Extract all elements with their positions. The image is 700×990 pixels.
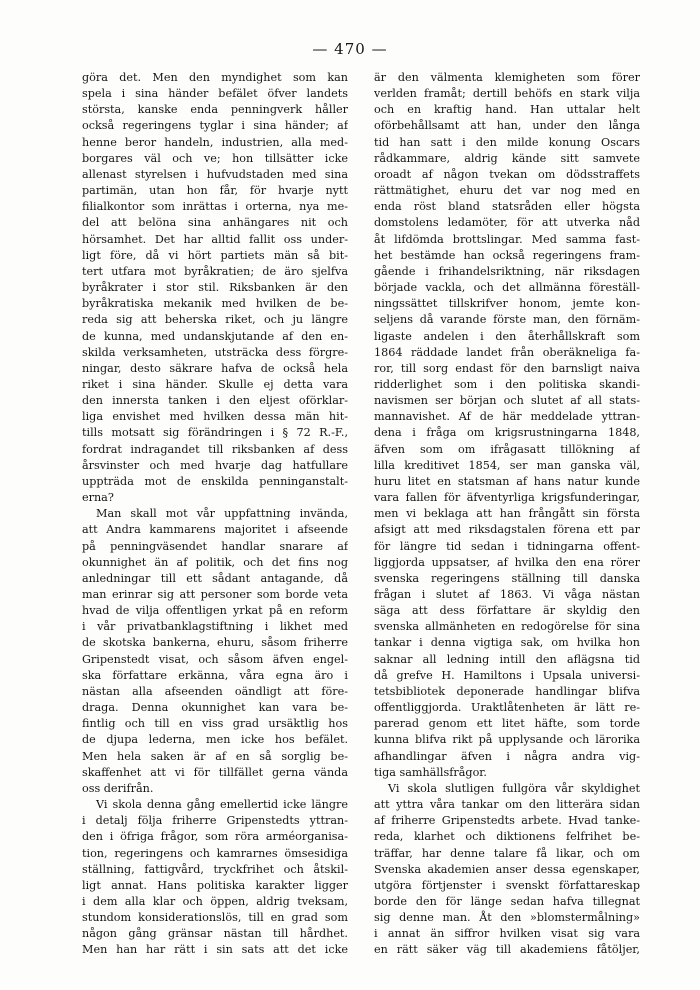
text-line: het bestämde han också regeringens fram- bbox=[374, 248, 640, 262]
text-line: någon gång gränsar nästan till hårdhet. bbox=[82, 927, 348, 941]
text-line: allenast styrelsen i hufvudstaden med sina bbox=[82, 167, 348, 181]
text-line: enda röst bland statsråden eller högsta bbox=[374, 200, 640, 214]
text-line: årsvinster och med hvarje dag hatfullare bbox=[82, 458, 348, 472]
text-line: hörsamhet. Det har alltid fallit oss under- bbox=[82, 232, 348, 246]
text-line: fintlig och till en viss grad ursäktlig hos bbox=[82, 717, 348, 731]
text-line: nästan alla afseenden oändligt att före- bbox=[82, 684, 348, 698]
text-line: i vår privatbanklagstiftning i likhet med bbox=[82, 620, 348, 634]
text-line: seljens då varande förste man, den förnäm- bbox=[374, 313, 640, 327]
page-number: — 470 — bbox=[312, 40, 388, 58]
text-line: 1864 räddade landet från oberäkneliga fa- bbox=[374, 345, 640, 359]
text-line: partimän, utan hon får, för hvarje nytt bbox=[82, 184, 348, 198]
text-line: då grefve H. Hamiltons i Upsala universi- bbox=[374, 668, 640, 682]
text-line: ställning, fattigvård, tryckfrihet och åtskil- bbox=[82, 862, 348, 876]
text-line: rådkammare, aldrig kände sitt samvete bbox=[374, 151, 640, 165]
text-line: stundom konsiderationslös, till en grad som bbox=[82, 911, 348, 925]
text-line: tills motsatt sig förändringen i § 72 R.-F., bbox=[82, 426, 348, 440]
text-line: utgöra förtjenster i svenskt författareskap bbox=[374, 878, 640, 892]
text-line: den innersta tanken i den eljest oförklar- bbox=[82, 394, 348, 408]
text-line: vara fallen för äfventyrliga krigsfunderingar, bbox=[374, 491, 640, 505]
text-line: största, kanske enda penningverk håller bbox=[82, 103, 348, 117]
text-line: Man skall mot vår uppfattning invända, bbox=[96, 507, 348, 521]
text-line: ska författare erkänna, våra egna äro i bbox=[82, 668, 348, 682]
text-line: ligt före, då vi hört partiets män så bit- bbox=[82, 248, 348, 262]
right-text-column bbox=[374, 70, 640, 959]
text-line: den i öfriga frågor, som röra arméorganisa- bbox=[82, 830, 348, 844]
text-line: liggjorda uppsatser, af hvilka den ena rörer bbox=[374, 555, 640, 569]
text-line: uppträda mot de enskilda penninganstalt- bbox=[82, 474, 348, 488]
text-line: Vi skola slutligen fullgöra vår skyldighet bbox=[388, 781, 640, 795]
text-line: ridderlighet som i den politiska skandi- bbox=[374, 377, 640, 391]
text-line: Men hela saken är af en så sorglig be- bbox=[82, 749, 348, 763]
text-line: saknar all ledning intill den aflägsna tid bbox=[374, 652, 640, 666]
left-text-column bbox=[82, 70, 348, 959]
text-line: göra det. Men den myndighet som kan bbox=[82, 71, 348, 84]
text-line: säga att dess författare är skyldig den bbox=[374, 604, 640, 618]
text-line: henne beror handeln, industrien, alla med- bbox=[82, 135, 348, 149]
text-line: tion, regeringens och kamrarnes ömsesidiga bbox=[82, 846, 348, 860]
text-line: tid han satt i den milde konung Oscars bbox=[374, 135, 640, 149]
text-line: tiga samhällsfrågor. bbox=[374, 765, 487, 779]
text-line: byråkrater i stor stil. Riksbanken är den bbox=[82, 281, 348, 295]
text-line: ligaste andelen i den återhållskraft som bbox=[374, 329, 640, 343]
text-line: för längre tid sedan i tidningarna offent- bbox=[374, 539, 640, 553]
text-line: hvad de vilja offentligen yrkat på en reform bbox=[82, 604, 348, 618]
text-line: huru litet en statsman af hans natur kunde bbox=[374, 474, 640, 488]
text-line: i dem alla klar och öppen, aldrig tveksam, bbox=[82, 894, 348, 908]
text-line: kunna blifva rikt på upplysande och lärorika bbox=[374, 733, 640, 747]
text-line: reda sig att beherska riket, och ju längre bbox=[82, 313, 348, 327]
text-line: sig denne man. Åt den »blomstermålning» bbox=[374, 911, 640, 925]
text-line: oförbehållsamt att han, under den långa bbox=[374, 119, 640, 133]
text-line: tert utfara mot byråkratien; de äro sjelfva bbox=[82, 264, 348, 278]
text-line: tetsbibliotek deponerade handlingar blifva bbox=[374, 684, 640, 698]
text-line: ror, till sorg endast för den barnsligt naiva bbox=[374, 361, 640, 375]
text-line: okunnighet än af politik, och det fins nog bbox=[82, 555, 348, 569]
text-line: borde den för länge sedan hafva tillegnat bbox=[374, 894, 640, 908]
text-line: i detalj följa friherre Gripenstedts yttran- bbox=[82, 814, 348, 828]
text-line: ningssättet tillskrifver honom, jemte kon- bbox=[374, 297, 640, 311]
text-line: man erinrar sig att personer som borde veta bbox=[82, 588, 348, 601]
text-line: och en kraftig hand. Han uttalar helt bbox=[374, 103, 640, 117]
text-line: att yttra våra tankar om den litterära sidan bbox=[374, 798, 640, 812]
text-line: frågan i slutet af 1863. Vi våga nästan bbox=[374, 588, 640, 601]
text-line: ningar, desto säkrare hafva de också hela bbox=[82, 361, 348, 375]
text-line: de skotska bankerna, ehuru, såsom friherre bbox=[82, 636, 348, 650]
text-line: riket i sina händer. Skulle ej detta vara bbox=[82, 377, 348, 391]
text-line: Gripenstedt visat, och såsom äfven engel- bbox=[82, 652, 348, 666]
text-line: träffar, har denne talare få likar, och om bbox=[374, 846, 640, 860]
text-line: Svenska akademien anser dessa egenskaper, bbox=[374, 862, 640, 876]
text-line: de kunna, med undanskjutande af den en- bbox=[82, 329, 348, 343]
text-line: rättmätighet, ehuru det var nog med en bbox=[374, 184, 640, 198]
text-line: Men han har rätt i sin sats att det icke bbox=[82, 943, 348, 957]
text-line: anledningar till ett sådant antagande, då bbox=[82, 571, 348, 585]
text-line: afsigt att med riksdagstalen förena ett par bbox=[374, 523, 640, 537]
text-line: mannavishet. Af de här meddelade yttran- bbox=[374, 410, 640, 424]
text-line: filialkontor som inrättas i orterna, nya me- bbox=[82, 200, 348, 214]
text-line: dena i fråga om krigsrustningarna 1848, bbox=[374, 426, 640, 440]
text-line: började vackla, och det allmänna föreställ- bbox=[374, 281, 640, 295]
text-line: spela i sina händer befälet öfver landets bbox=[82, 87, 348, 101]
text-line: fordrat indragandet till riksbanken af dess bbox=[82, 442, 348, 456]
text-line: på penningväsendet handlar snarare af bbox=[82, 539, 348, 553]
text-line: åt lifdömda brottslingar. Med samma fast- bbox=[374, 232, 640, 246]
text-line: offentliggjorda. Uraktlåtenheten är lätt re- bbox=[374, 701, 640, 715]
text-line: svenska regeringens ställning till danska bbox=[374, 571, 640, 585]
text-line: är den välmenta klemigheten som förer bbox=[374, 71, 640, 84]
text-line: skaffenhet att vi för tillfället gerna vända bbox=[82, 765, 348, 779]
text-line: Vi skola denna gång emellertid icke längre bbox=[96, 798, 348, 812]
text-line: ligt annat. Hans politiska karakter ligger bbox=[82, 878, 348, 892]
text-line: afhandlingar äfven i några andra vig- bbox=[374, 749, 640, 763]
text-line: lilla kreditivet 1854, ser man ganska väl, bbox=[374, 458, 640, 472]
text-line: verlden framåt; dertill behöfs en stark vilja bbox=[374, 87, 640, 101]
text-line: erna? bbox=[82, 491, 114, 505]
text-line: borgares väl och ve; hon tillsätter icke bbox=[82, 151, 348, 165]
text-line: i annat än siffror hvilken visat sig vara bbox=[374, 927, 640, 941]
text-line: svenska allmänheten en redogörelse för sina bbox=[374, 620, 640, 634]
text-line: en rätt säker väg till akademiens fåtöljer, bbox=[374, 943, 640, 957]
text-line: liga envishet med hvilken dessa män hit- bbox=[82, 410, 348, 424]
text-line: tankar i denna vigtiga sak, om hvilka hon bbox=[374, 636, 640, 650]
text-line: oss derifrån. bbox=[82, 781, 154, 795]
text-line: skilda verksamheten, utsträcka dess förgre- bbox=[82, 345, 348, 359]
text-line: reda, klarhet och diktionens felfrihet be- bbox=[374, 830, 640, 844]
text-line: draga. Denna okunnighet kan vara be- bbox=[82, 701, 348, 715]
text-line: byråkratiska mekanik med hvilken de be- bbox=[82, 297, 348, 311]
text-line: gående i frihandelsriktning, när riksdagen bbox=[374, 264, 640, 278]
text-line: oroadt af någon tvekan om dödsstraffets bbox=[374, 167, 640, 181]
text-line: domstolens ledamöter, för att utverka nåd bbox=[374, 216, 640, 230]
text-line: äfven som om ifrågasatt tillökning af bbox=[374, 442, 640, 456]
text-line: men vi beklaga att han frångått sin första bbox=[374, 507, 640, 521]
text-line: af friherre Gripenstedts arbete. Hvad tanke- bbox=[374, 814, 640, 828]
text-line: parerad genom ett litet häfte, som torde bbox=[374, 717, 640, 731]
text-line: att Andra kammarens majoritet i afseende bbox=[82, 523, 348, 537]
text-line: navismen ser början och slutet af all stats- bbox=[374, 394, 640, 408]
text-line: också regeringens tyglar i sina händer; af bbox=[82, 119, 348, 133]
text-line: de djupa lederna, men icke hos befälet. bbox=[82, 733, 348, 747]
text-line: del att belöna sina anhängares nit och bbox=[82, 216, 348, 230]
